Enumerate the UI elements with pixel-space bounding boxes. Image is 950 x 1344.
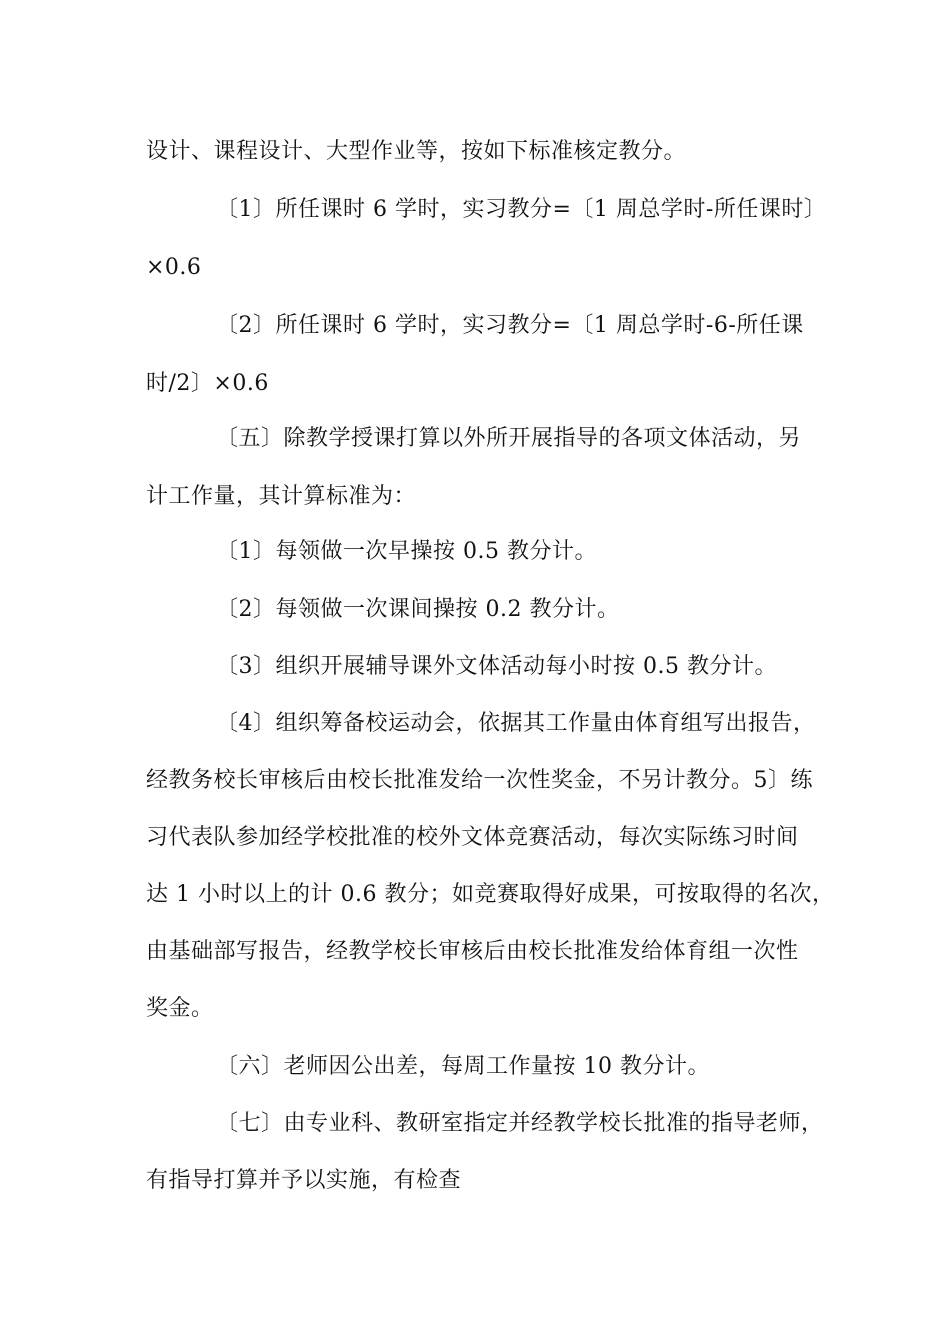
text-line-7: 计工作量，其计算标准为： xyxy=(146,484,417,509)
text-line-4: 〔2〕所任课时 6 学时，实习教分=〔1 周总学时-6-所任课 xyxy=(216,313,804,338)
text-line-5: 时/2〕×0.6 xyxy=(146,371,269,396)
text-line-12: 经教务校长审核后由校长批准发给一次性奖金，不另计教分。5〕练 xyxy=(146,768,813,793)
text-line-14: 达 1 小时以上的计 0.6 教分；如竞赛取得好成果，可按取得的名次， xyxy=(146,882,835,907)
text-line-17: 〔六〕老师因公出差，每周工作量按 10 教分计。 xyxy=(216,1054,710,1079)
text-line-19: 有指导打算并予以实施，有检查 xyxy=(146,1168,462,1193)
text-line-6: 〔五〕除教学授课打算以外所开展指导的各项文体活动，另 xyxy=(216,426,802,451)
text-line-1: 设计、课程设计、大型作业等，按如下标准核定教分。 xyxy=(146,139,687,164)
text-line-10: 〔3〕组织开展辅导课外文体活动每小时按 0.5 教分计。 xyxy=(216,654,777,679)
text-line-15: 由基础部写报告，经教学校长审核后由校长批准发给体育组一次性 xyxy=(146,939,799,964)
text-line-9: 〔2〕每领做一次课间操按 0.2 教分计。 xyxy=(216,597,620,622)
text-line-18: 〔七〕由专业科、教研室指定并经教学校长批准的指导老师， xyxy=(216,1111,824,1136)
text-line-13: 习代表队参加经学校批准的校外文体竞赛活动，每次实际练习时间 xyxy=(146,825,799,850)
text-line-8: 〔1〕每领做一次早操按 0.5 教分计。 xyxy=(216,539,597,564)
text-line-2: 〔1〕所任课时 6 学时，实习教分=〔1 周总学时-所任课时〕 xyxy=(216,197,827,222)
text-line-3: ×0.6 xyxy=(146,255,202,280)
text-line-16: 奖金。 xyxy=(146,996,214,1021)
text-line-11: 〔4〕组织筹备校运动会，依据其工作量由体育组写出报告， xyxy=(216,711,816,736)
